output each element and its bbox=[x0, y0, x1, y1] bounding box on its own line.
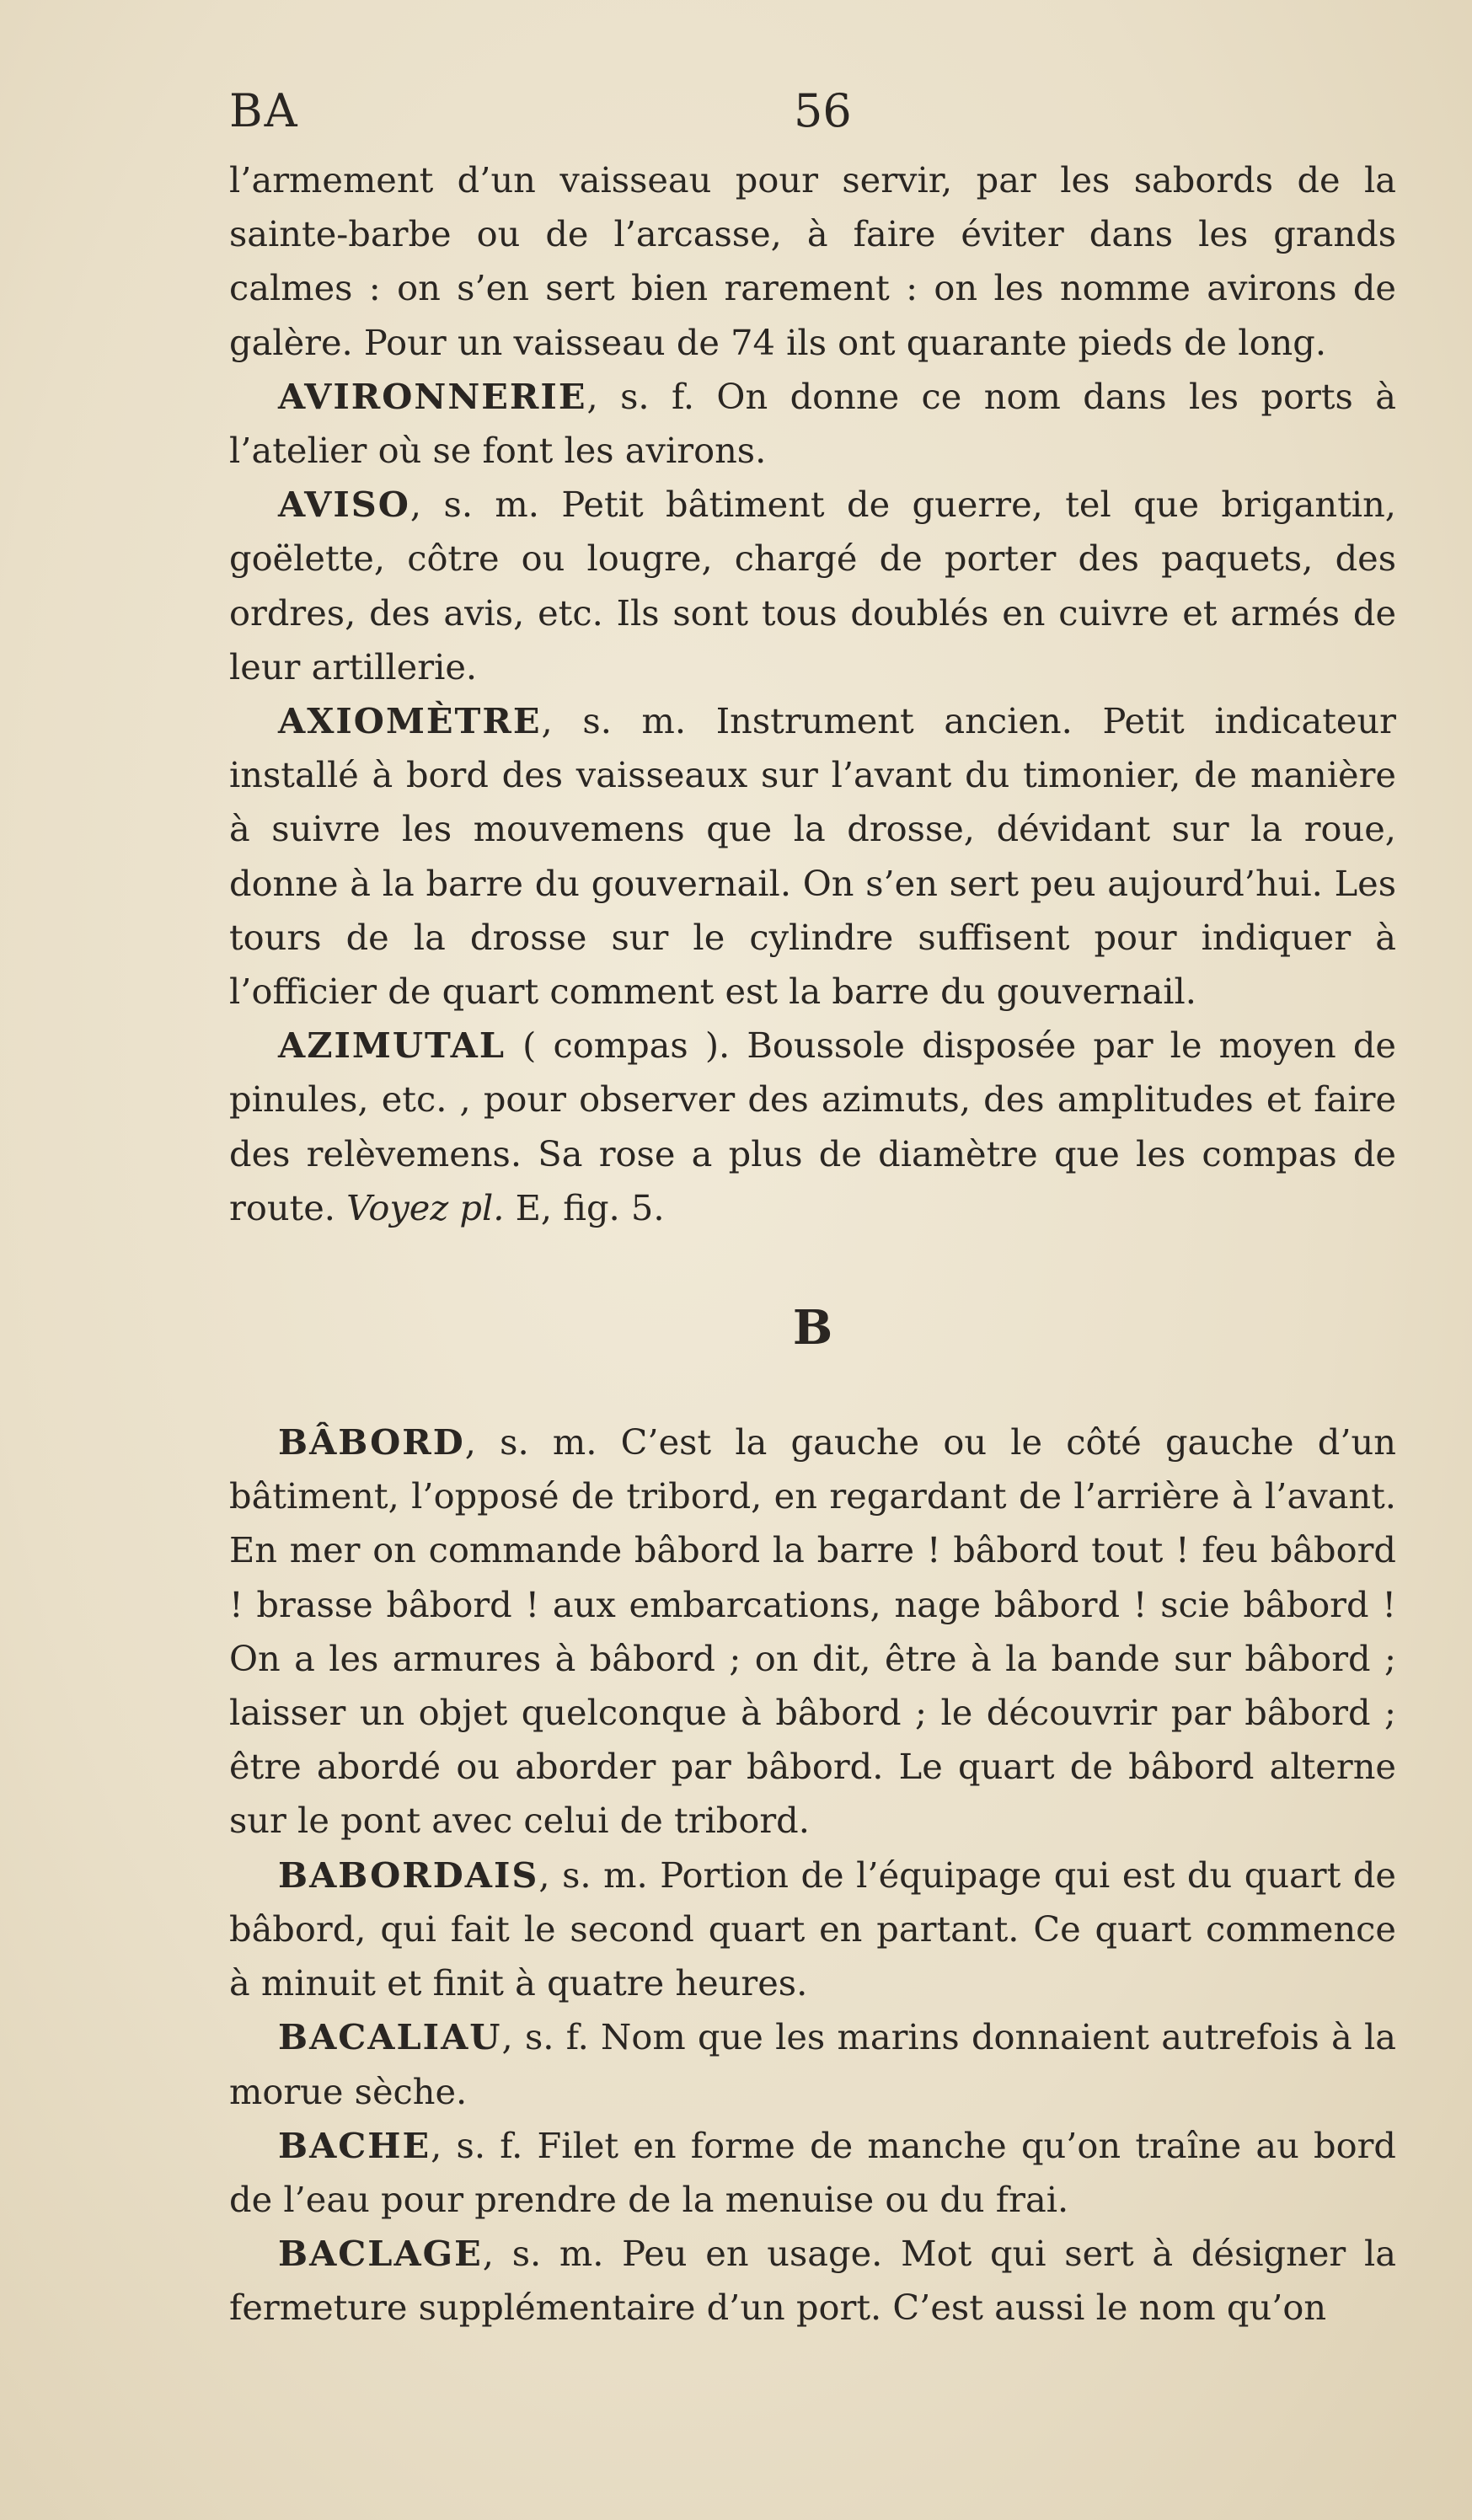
headword: BACALIAU bbox=[278, 2016, 502, 2058]
headword: AZIMUTAL bbox=[278, 1025, 506, 1067]
headword: AVISO bbox=[278, 484, 410, 526]
headword: AXIOMÈTRE bbox=[278, 700, 542, 742]
section-letter: B bbox=[792, 1300, 833, 1356]
entry-axiometre bbox=[229, 694, 1396, 1019]
headword: BACLAGE bbox=[278, 2233, 483, 2275]
definition: ( compas ). Boussole disposée par le moyen de pinules, etc. , pour observer des azimuts, des amplitudes et faire des relèvemens. Sa rose a plus de diamètre que les compas de route. bbox=[229, 1025, 1396, 1228]
headword: BÂBORD bbox=[278, 1421, 465, 1463]
entry-babord bbox=[229, 1415, 1396, 1849]
continued-paragraph: l’armement d’un vaisseau pour servir, par les sabords de la sainte-barbe ou de l’arcasse, à faire éviter dans les grands calmes : on s’en sert bien rarement : on les nomme avirons de galère. Pour un vaisseau de 74 ils ont quarante pieds de long. bbox=[229, 159, 1396, 363]
entry-baclage bbox=[229, 2227, 1396, 2335]
entry-avironnerie bbox=[229, 370, 1396, 478]
definition: , s. m. Instrument ancien. Petit indicateur installé à bord des vaisseaux sur l’avant du timonier, de manière à suivre les mouvemens que la drosse, dévidant sur la roue, donne à la barre du gouvernail. On s’en sert peu aujourd’hui. Les tours de la drosse sur le cylindre suffisent pour indiquer à l’officier de quart comment est la barre du gouvernail. bbox=[229, 700, 1396, 1013]
definition: , s. f. On donne ce nom dans les ports à l’atelier où se font les avirons. bbox=[229, 375, 1396, 472]
entry-azimutal bbox=[229, 1019, 1396, 1235]
entry-bacaliau bbox=[229, 2010, 1396, 2118]
definition: , s. m. Peu en usage. Mot qui sert à désigner la fermeture supplémentaire d’un port. C’est aussi le nom qu’on bbox=[229, 2233, 1396, 2329]
section-heading: BA bbox=[229, 84, 299, 137]
entry-bache bbox=[229, 2119, 1396, 2227]
headword: BABORDAIS bbox=[278, 1854, 539, 1896]
entry-babordais bbox=[229, 1849, 1396, 2011]
headword: BACHE bbox=[278, 2124, 431, 2166]
figure-reference: E, fig. 5. bbox=[504, 1186, 665, 1228]
definition: , s. m. Petit bâtiment de guerre, tel que brigantin, goëlette, côtre ou lougre, chargé de porter des paquets, des ordres, des avis, etc. Ils sont tous doublés en cuivre et armés de leur artillerie. bbox=[229, 484, 1396, 688]
headword: AVIRONNERIE bbox=[278, 375, 587, 417]
running-head bbox=[229, 84, 1398, 152]
cross-reference: Voyez pl. bbox=[346, 1186, 505, 1228]
definition: , s. m. C’est la gauche ou le côté gauche d’un bâtiment, l’opposé de tribord, en regardant de l’arrière à l’avant. En mer on commande bâbord la barre ! bâbord tout ! feu bâbord ! brasse bâbord ! aux embarcations, nage bâbord ! scie bâbord ! On a les armures à bâbord ; on dit, être à la bande sur bâbord ; laisser un objet quelconque à bâbord ; le découvrir par bâbord ; être abordé ou aborder par bâbord. Le quart de bâbord alterne sur le pont avec celui de tribord. bbox=[229, 1421, 1396, 1842]
entry-aviso bbox=[229, 478, 1396, 694]
definition: , s. m. Portion de l’équipage qui est du quart de bâbord, qui fait le second quart en partant. Ce quart commence à minuit et finit à quatre heures. bbox=[229, 1854, 1396, 2004]
definition: , s. f. Nom que les marins donnaient autrefois à la morue sèche. bbox=[229, 2016, 1396, 2112]
definition: , s. f. Filet en forme de manche qu’on traîne au bord de l’eau pour prendre de la menuise ou du frai. bbox=[229, 2124, 1396, 2220]
page-number: 56 bbox=[794, 84, 852, 137]
text-column bbox=[229, 153, 1396, 2335]
